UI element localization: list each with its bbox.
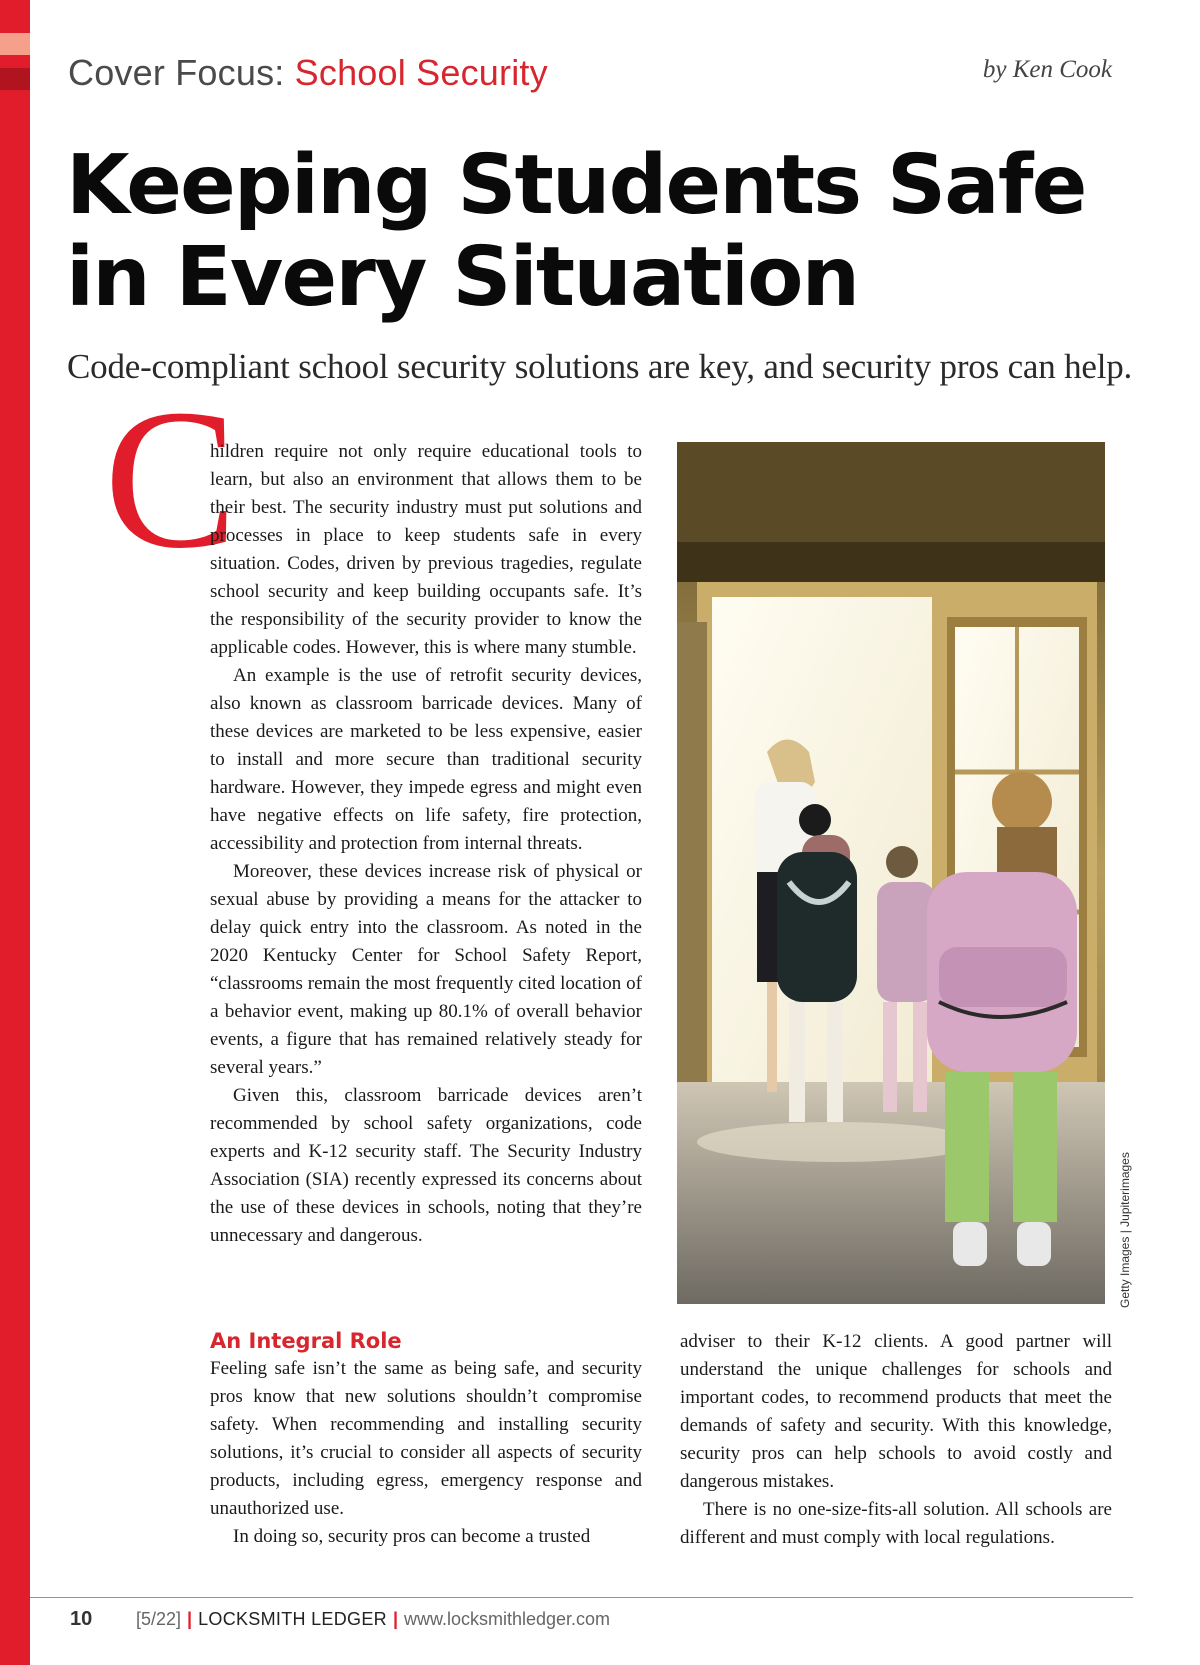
body-column-3 (680, 1328, 1112, 1552)
paragraph-4: Given this, classroom barricade devices aren’t recommended by school safety organizations, code experts and K-12 security staff. The Security Industry Association (SIA) recently expressed its concerns about the use of these devices in schools, noting that they’re unnecessary and dangerous. (210, 1085, 642, 1246)
left-accent-bar (0, 0, 30, 1665)
paragraph-7: adviser to their K-12 clients. A good partner will understand the unique challenges for schools and important codes, to recommend products that meet the demands of safety and security. With this knowledge, security pros can help schools to avoid costly and dangerous mistakes. (680, 1331, 1112, 1492)
footer-separator-icon: | (392, 1609, 398, 1629)
paragraph-6: In doing so, security pros can become a trusted (233, 1526, 591, 1547)
issue-date: [5/22] (136, 1609, 182, 1629)
body-column-2 (210, 1327, 642, 1551)
paragraph-2: An example is the use of retrofit security devices, also known as classroom barricade devices. Many of these devices are marketed to be less expensive, easier to install and more secure than traditional security hardware. However, they impede egress and might even have negative effects on life safety, fire protection, accessibility and protection from internal threats. (210, 665, 642, 854)
body-column-1 (210, 438, 642, 1250)
headline (66, 140, 1126, 324)
accent-tab-dark (0, 68, 30, 90)
publication-name: LOCKSMITH LEDGER (198, 1609, 387, 1629)
kicker-prefix: Cover Focus: (68, 52, 285, 93)
byline: by Ken Cook (982, 56, 1112, 83)
paragraph-5: Feeling safe isn’t the same as being safe, and security pros know that new solutions shouldn’t compromise safety. When recommending and installing security solutions, it’s crucial to consider all aspects of security products, including egress, emergency response and unauthorized use. (210, 1358, 642, 1519)
photo-credit: Getty Images | Jupiterimages (1118, 1152, 1132, 1308)
students-entering-school-photo (677, 442, 1105, 1304)
section-kicker (68, 52, 548, 94)
paragraph-1: hildren require not only require educational tools to learn, but also an environment that allows them to be their best. The security industry must put solutions and processes in place to keep students safe in every situation. Codes, driven by previous tragedies, regulate school security and keep building occupants safe. It’s the responsibility of the security provider to know the applicable codes. However, this is where many stumble. (210, 441, 642, 658)
section-subhead: An Integral Role (210, 1329, 402, 1353)
accent-tab-light (0, 33, 30, 55)
footer-rule (30, 1597, 1133, 1598)
page-number: 10 (70, 1608, 93, 1630)
paragraph-8: There is no one-size-fits-all solution. All schools are different and must comply with local regulations. (680, 1499, 1112, 1548)
paragraph-3: Moreover, these devices increase risk of physical or sexual abuse by providing a means for the attacker to delay quick entry into the classroom. As noted in the 2020 Kentucky Center for School Safety Report, “classrooms remain the most frequently cited location of a behavior event, making up 80.1% of overall behavior events, a figure that has remained relatively steady for several years.” (210, 861, 642, 1078)
headline-line-2: in Every Situation (66, 230, 859, 325)
footer-separator-icon: | (187, 1609, 193, 1629)
deck: Code-compliant school security solutions are key, and security pros can help. (67, 347, 1133, 386)
kicker-topic: School Security (294, 52, 548, 93)
publication-url[interactable]: www.locksmithledger.com (403, 1609, 611, 1629)
footer-info (136, 1609, 610, 1630)
headline-line-1: Keeping Students Safe (66, 138, 1086, 233)
article-photo (677, 442, 1105, 1304)
drop-cap: C (104, 369, 238, 590)
